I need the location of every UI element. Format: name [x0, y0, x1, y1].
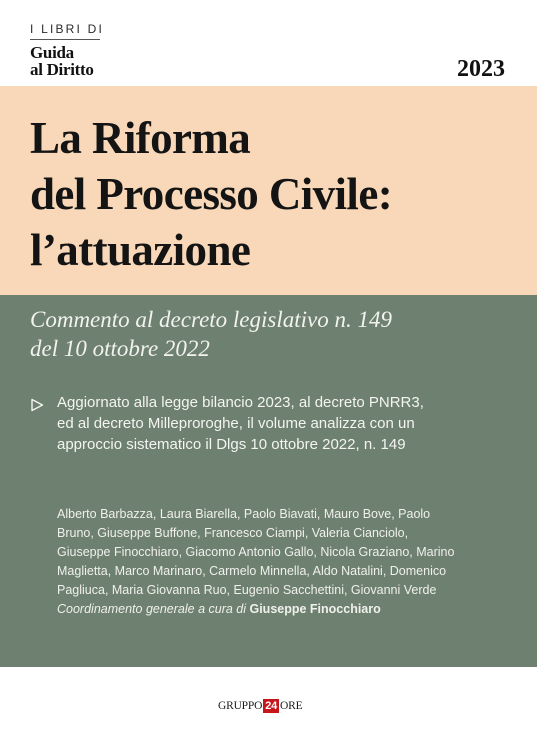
title-line-3: l’attuazione — [30, 225, 251, 275]
blurb-line-2: ed al decreto Milleproroghe, il volume analizza con un — [57, 415, 415, 432]
book-title — [30, 110, 392, 278]
authors-line-5: Pagliuca, Maria Giovanna Ruo, Eugenio Sacchettini, Giovanni Verde — [57, 583, 437, 597]
blurb-line-1: Aggiornato alla legge bilancio 2023, al decreto PNRR3, — [57, 394, 424, 411]
gruppo-24-ore-logo — [218, 697, 302, 715]
authors-line-3: Giuseppe Finocchiaro, Giacomo Antonio Gallo, Nicola Graziano, Marino — [57, 545, 455, 559]
guida-al-diritto-logo — [30, 44, 94, 78]
series-divider — [30, 39, 100, 40]
series-label: I LIBRI DI — [30, 22, 105, 36]
coordination-prefix: Coordinamento generale a cura di — [57, 602, 250, 616]
book-subtitle — [30, 305, 392, 363]
blurb-line-3: approccio sistematico il Dlgs 10 ottobre 2022, n. 149 — [57, 436, 406, 453]
coordination-line — [57, 600, 517, 619]
edition-year: 2023 — [457, 56, 505, 82]
coordinator-name: Giuseppe Finocchiaro — [249, 602, 381, 616]
authors-line-1: Alberto Barbazza, Laura Biarella, Paolo Biavati, Mauro Bove, Paolo — [57, 507, 431, 521]
publisher-name-right: ORE — [280, 700, 303, 712]
authors-line-2: Bruno, Giuseppe Buffone, Francesco Ciampi, Valeria Cianciolo, — [57, 526, 409, 540]
logo-line-2: al Diritto — [30, 60, 94, 79]
publisher-number-badge: 24 — [265, 700, 278, 712]
triangle-right-icon — [30, 398, 44, 412]
publisher-name-left: GRUPPO — [218, 700, 263, 712]
title-line-2: del Processo Civile: — [30, 169, 393, 219]
authors-line-4: Maglietta, Marco Marinaro, Carmelo Minnella, Aldo Natalini, Domenico — [57, 564, 447, 578]
logo-line-1: Guida — [30, 43, 74, 62]
title-line-1: La Riforma — [30, 113, 251, 163]
subtitle-line-2: del 10 ottobre 2022 — [30, 336, 210, 361]
header-area — [0, 0, 537, 86]
book-blurb — [57, 392, 517, 455]
subtitle-line-1: Commento al decreto legislativo n. 149 — [30, 307, 392, 332]
authors-list — [57, 505, 517, 619]
